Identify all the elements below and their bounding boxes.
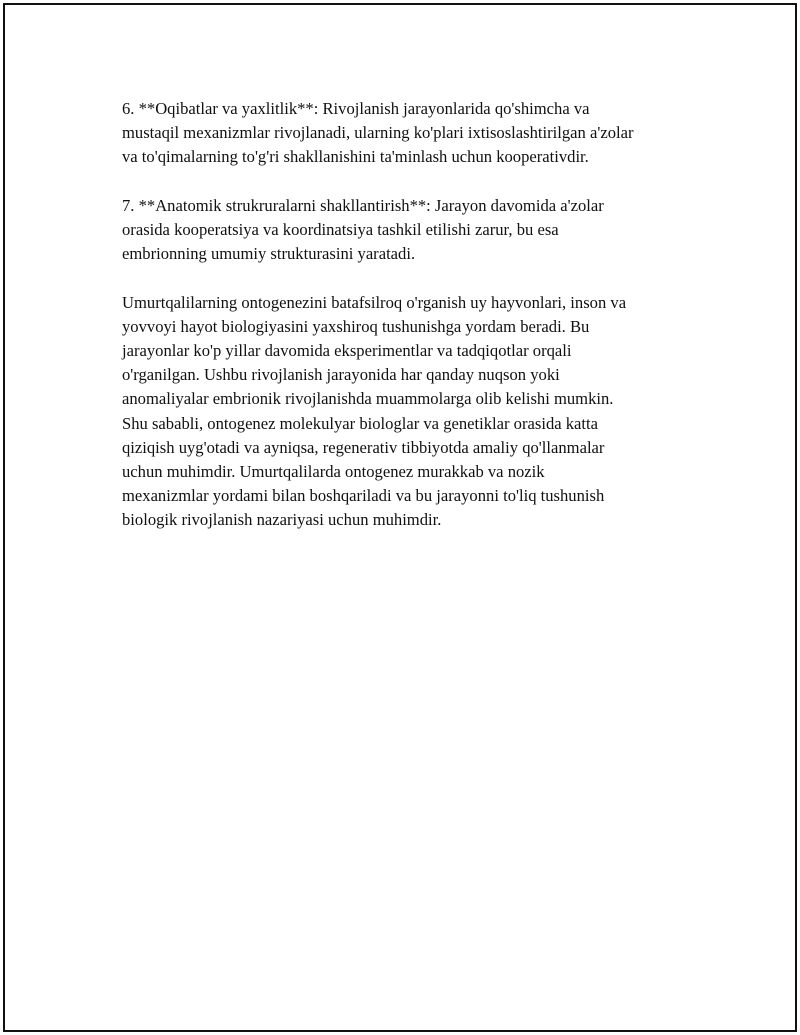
- text-line: o'rganilgan. Ushbu rivojlanish jarayonida har qanday nuqson yoki: [122, 365, 560, 385]
- text-line: 6. **Oqibatlar va yaxlitlik**: Rivojlanish jarayonlarida qo'shimcha va: [122, 99, 590, 118]
- text-line: 7. **Anatomik strukruralarni shakllantirish**: Jarayon davomida a'zolar: [122, 195, 604, 215]
- text-line: qiziqish uyg'otadi va ayniqsa, regenerativ tibbiyotda amaliy qo'llanmalar: [122, 437, 605, 457]
- page-frame: [3, 3, 797, 1032]
- paragraph-7-anatomical-structures: [122, 194, 702, 267]
- paragraph-conclusion: [122, 291, 702, 533]
- text-line: Shu sababli, ontogenez molekulyar biologlar va genetiklar orasida katta: [122, 413, 599, 433]
- text-line: va to'qimalarning to'g'ri shakllanishini ta'minlash uchun kooperativdir.: [122, 147, 589, 167]
- text-line: mustaqil mexanizmlar rivojlanadi, ularning ko'plari ixtisoslashtirilgan a'zolar: [122, 123, 634, 143]
- text-line: jarayonlar ko'p yillar davomida eksperimentlar va tadqiqotlar orqali: [122, 341, 572, 360]
- text-line: uchun muhimdir. Umurtqalilarda ontogenez murakkab va nozik: [122, 462, 545, 482]
- paragraph-6-consequences: [122, 97, 702, 170]
- document-body: [122, 97, 702, 557]
- text-line: orasida kooperatsiya va koordinatsiya tashkil etilishi zarur, bu esa: [122, 220, 559, 239]
- text-line: embrionning umumiy strukturasini yaratadi.: [122, 244, 416, 264]
- text-line: anomaliyalar embrionik rivojlanishda muammolarga olib kelishi mumkin.: [122, 389, 614, 409]
- text-line: biologik rivojlanish nazariyasi uchun muhimdir.: [122, 510, 442, 530]
- text-line: Umurtqalilarning ontogenezini batafsilroq o'rganish uy hayvonlari, inson va: [122, 292, 627, 312]
- text-line: mexanizmlar yordami bilan boshqariladi va bu jarayonni to'liq tushunish: [122, 486, 605, 506]
- text-line: yovvoyi hayot biologiyasini yaxshiroq tushunishga yordam beradi. Bu: [122, 316, 590, 336]
